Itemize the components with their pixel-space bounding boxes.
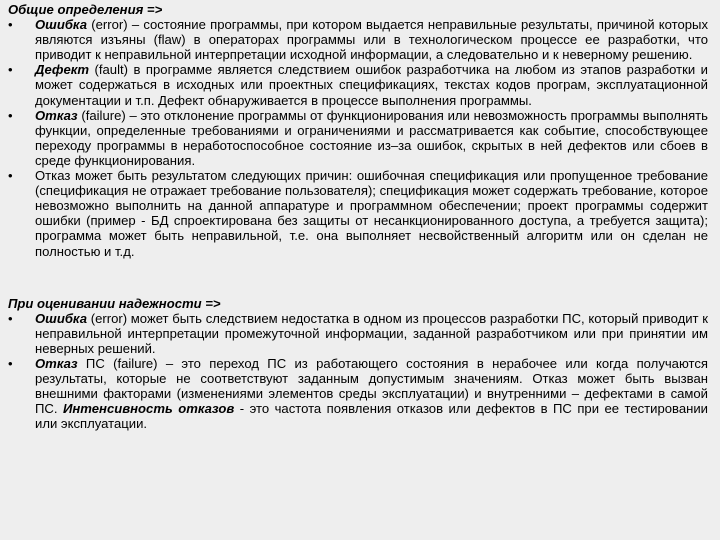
list-item-failure-causes [8, 168, 708, 259]
failure-causes-text: Отказ может быть результатом следующих причин: ошибочная спецификация или пропущенное требование (спецификация не отражает требование пользователя); спецификация может содержать требование, которое невозможно выполнить на данной аппаратуре и программном обеспечении; проект программы содержит ошибки (пример - БД спроектирована без защиты от несанкционированного доступа, а требуется защита); программа может быть неправильной, т.е. она выполняет несвойственный алгоритм или он сделан не полностью и т.д. [35, 168, 708, 259]
list-item-failure [8, 108, 708, 168]
term-reliability-error: Ошибка [35, 310, 88, 326]
general-definitions-list [8, 17, 708, 259]
term-error: Ошибка [35, 17, 88, 33]
definition-failure: (failure) – это отклонение программы от функционирования или невозможность программы выполнять функции, определенные требованиями и ограничениями и рассматривается как событие, способствующее переходу программы в неработоспособное состояние из–за ошибок, скрытых в ней дефектов или сбоев в среде функционирования. [35, 107, 708, 168]
definition-software-failure: ПС (failure) – это переход ПС из работающего состояния в нерабочее или когда получаются результаты, которые не соответствуют заданным допустимым значениям. Отказ может быть вызван внешними факторами (изменениями элементов среды эксплуатации) и внутренними – дефектами в самой ПС. [35, 355, 708, 417]
definition-reliability-error: (error) может быть следствием недостатка в одном из процессов разработки ПС, который приводит к неправильной интерпретации промежуточной информации, заданной разработчиком или при принятии им неверных решений. [35, 310, 708, 356]
term-defect: Дефект [35, 62, 90, 78]
term-software-failure: Отказ [35, 355, 78, 371]
section-title-general-definitions: Общие определения => [8, 2, 163, 17]
term-failure-intensity: Интенсивность отказов [62, 401, 235, 417]
list-item-error [8, 17, 708, 62]
list-item-reliability-error [8, 311, 708, 356]
list-item-defect [8, 62, 708, 107]
section-title-reliability: При оценивании надежности => [8, 295, 221, 311]
definition-error: (error) – состояние программы, при котором выдается неправильные результаты, причиной которых являются изъяны (flaw) в операторах программы или в технологическом процессе ее разработки, что приводит к неправильной интерпретации исходной информации, а следовательно и к неверному решению. [35, 17, 708, 63]
reliability-list [8, 311, 708, 432]
definition-defect: (fault) в программе является следствием ошибок разработчика на любом из этапов разработки и может содержаться в исходных или проектных спецификациях, текстах кодов програм, эксплуатационной документации и т.п. Дефект обнаруживается в процессе выполнения программы. [35, 62, 708, 108]
section-spacer [8, 259, 708, 296]
term-failure: Отказ [35, 107, 78, 123]
list-item-software-failure [8, 356, 708, 431]
definition-failure-intensity: - это частота появления отказов или дефектов в ПС при ее тестировании или эксплуатации. [35, 401, 708, 432]
